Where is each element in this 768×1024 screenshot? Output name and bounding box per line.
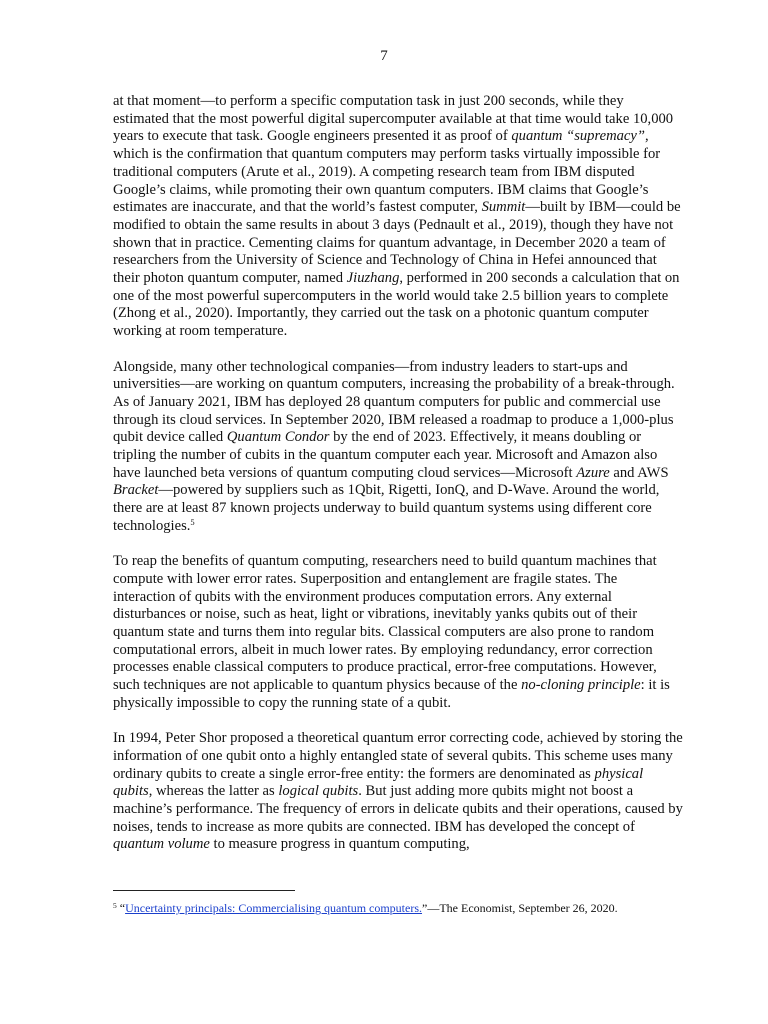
paragraph-tech-companies [113,359,683,536]
text-run: , whereas the latter as [148,783,279,800]
paragraph-error-correction [113,730,683,854]
text-run: and AWS [609,464,669,481]
emphasis-quantum-supremacy: quantum “supremacy” [511,128,645,145]
text-run: . But just adding more qubits might not boost a machine’s performance. The frequency of errors in delicate qubits and their operations, caused by noises, tends to increase as more qubits are connected. IBM has developed the concept of [113,783,683,835]
emphasis-summit: Summit [481,199,526,216]
footnote-open-quote: “ [116,901,126,915]
emphasis-azure: Azure [576,464,610,481]
text-run: : it is physically impossible to copy the running state of a qubit. [113,677,670,711]
footnote-separator [113,890,295,891]
text-run: by the end of 2023. Effectively, it means doubling or tripling the number of cubits in the quantum computer each year. Microsoft and Amazon also have launched beta versions of quantum computing cloud services—Microsoft [113,429,658,481]
text-run: , which is the confirmation that quantum computers may perform tasks virtually impossible for traditional computers (Arute et al., 2019). A competing research team from IBM disputed Google’s claims, while promoting their own quantum computers. IBM claims that Google’s estimates are inaccurate, and that the world’s fastest computer, [113,128,661,216]
emphasis-quantum-condor: Quantum Condor [226,429,330,446]
footnote-source: ”—The Economist, September 26, 2020. [422,901,618,915]
footnote-reference-5[interactable]: 5 [190,516,195,527]
text-run: In 1994, Peter Shor proposed a theoretical quantum error correcting code, achieved by storing the information of one qubit onto a highly entangled state of several qubits. This scheme uses many ordinary qubits to create a single error-free entity: the formers are denominated as [113,730,683,782]
page-number: 7 [380,48,388,64]
text-run: To reap the benefits of quantum computing, researchers need to build quantum machines that compute with lower error rates. Superposition and entanglement are fragile states. The interaction of qubits with the environment produces computation errors. Any external disturbances or noise, such as heat, light or vibrations, inevitably yanks qubits out of their quantum state and turns them into regular bits. Classical computers are also prone to random computational errors, albeit in much lower rates. By employing redundancy, error correction processes enable classical computers to produce practical, error-free computations. However, such techniques are not applicable to quantum physics because of the [113,553,657,694]
text-run: Alongside, many other technological companies—from industry leaders to start-ups and universities—are working on quantum computers, increasing the probability of a break-through. As of January 2021, IBM has deployed 28 quantum computers for public and commercial use through its cloud services. In September 2020, IBM released a roadmap to produce a 1,000-plus qubit device called [113,358,675,446]
text-run: —built by IBM—could be modified to obtain the same results in about 3 days (Pednault et al., 2019), though they have not shown that in practice. Cementing claims for quantum advantage, in December 2020 a team of researchers from the University of Science and Technology of China in Hefei announced that their photon quantum computer, named [113,199,681,287]
text-run: to measure progress in quantum computing, [209,836,470,853]
body-text [113,93,683,872]
footnote-mark: 5 [113,901,117,910]
text-run: —powered by suppliers such as 1Qbit, Rigetti, IonQ, and D-Wave. Around the world, there are at least 87 known projects underway to build quantum systems using different core technologies. [113,482,660,534]
emphasis-no-cloning-principle: no-cloning principle [521,677,641,694]
emphasis-bracket: Bracket [113,482,159,499]
emphasis-logical-qubits: logical qubits [278,783,359,800]
emphasis-physical-qubits: physical qubits [113,765,644,800]
emphasis-quantum-volume: quantum volume [113,836,210,853]
paragraph-quantum-supremacy [113,93,683,341]
paragraph-error-rates [113,553,683,712]
text-run: , performed in 200 seconds a calculation that on one of the most powerful supercomputers in the world would take 2.5 billion years to complete (Zhong et al., 2020). Importantly, they carried out the task on a photonic quantum computer working at room temperature. [113,270,680,340]
footnote-link[interactable]: Uncertainty principals: Commercialising quantum computers. [125,901,423,915]
text-run: at that moment—to perform a specific computation task in just 200 seconds, while they estimated that the most powerful digital supercomputer available at that time would take 10,000 years to execute that task. Google engineers presented it as proof of [113,93,674,145]
footnote-5 [113,901,693,916]
emphasis-jiuzhang: Jiuzhang [346,270,400,287]
